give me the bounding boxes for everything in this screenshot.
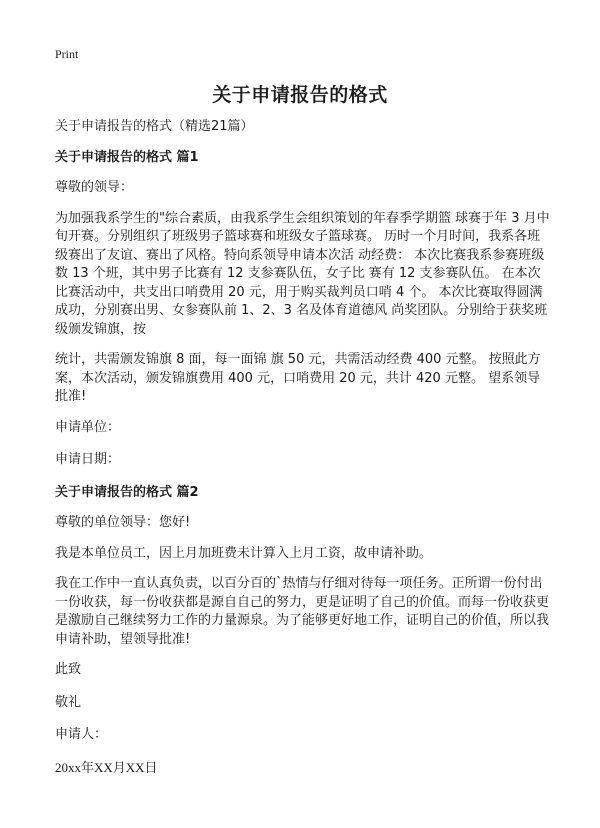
section2-closing1: 此致 bbox=[55, 662, 82, 677]
section1-heading: 关于申请报告的格式 篇1 bbox=[55, 149, 199, 165]
section2-greeting: 尊敬的单位领导：您好! bbox=[55, 515, 191, 530]
section2-heading: 关于申请报告的格式 篇2 bbox=[55, 484, 199, 500]
document-title: 关于申请报告的格式 bbox=[212, 84, 388, 106]
section1-apply-date: 申请日期： bbox=[55, 452, 121, 467]
section2-date: 20xx年XX月XX日 bbox=[55, 759, 158, 775]
section1-applicant-unit: 申请单位： bbox=[55, 419, 121, 435]
section2-paragraph1: 我是本单位员工，因上月加班费未计算入上月工资，故申请补助。 bbox=[55, 545, 433, 561]
section2-applicant: 申请人： bbox=[55, 727, 108, 742]
section1-greeting: 尊敬的领导： bbox=[55, 180, 134, 195]
document-body bbox=[55, 118, 550, 791]
document-subtitle: 关于申请报告的格式（精选21篇） bbox=[55, 119, 254, 134]
print-label: Print bbox=[55, 47, 79, 61]
section2-paragraph2: 我在工作中一直认真负责，以百分百的`热情与仔细对待每一项任务。正所谓一份付出一份收获，每一份收获都是源自自己的努力，更是证明了自己的价值。而每一份收获更是激励自己继续努力工作的力量源泉。为了能够更好地工作，证明自己的价值，所以我申请补助，望领导批准! bbox=[55, 576, 550, 647]
section1-paragraph1: 为加强我系学生的"综合素质，由我系学生会组织策划的年春季学期篮 球赛于年 3 月中旬开赛。分别组织了班级男子篮球赛和班级女子篮球赛。 历时一个月时间，我系各班级赛出了友谊、赛出了风格。特向系领导申请本次活 动经费： 本次比赛我系参赛班级数 13 个班，其中男子比赛有 12 支参赛队伍，女子比 赛有 12 支参赛队伍。 在本次比赛活动中，共支出口哨费用 20 元，用于购买裁判员口哨 4 个。 本次比赛取得圆满成功，分别赛出男、女参赛队前 1、2、3 名及体育道德风 尚奖团队。分别给于获奖班级颁发锦旗，按 bbox=[55, 210, 550, 337]
section1-paragraph2: 统计，共需颁发锦旗 8 面，每一面锦 旗 50 元，共需活动经费 400 元整。 按照此方案，本次活动，颁发锦旗费用 400 元，口哨费用 20 元，共计 420 元整。 望系领导批准! bbox=[55, 352, 541, 404]
section2-closing2: 敬礼 bbox=[55, 694, 82, 710]
